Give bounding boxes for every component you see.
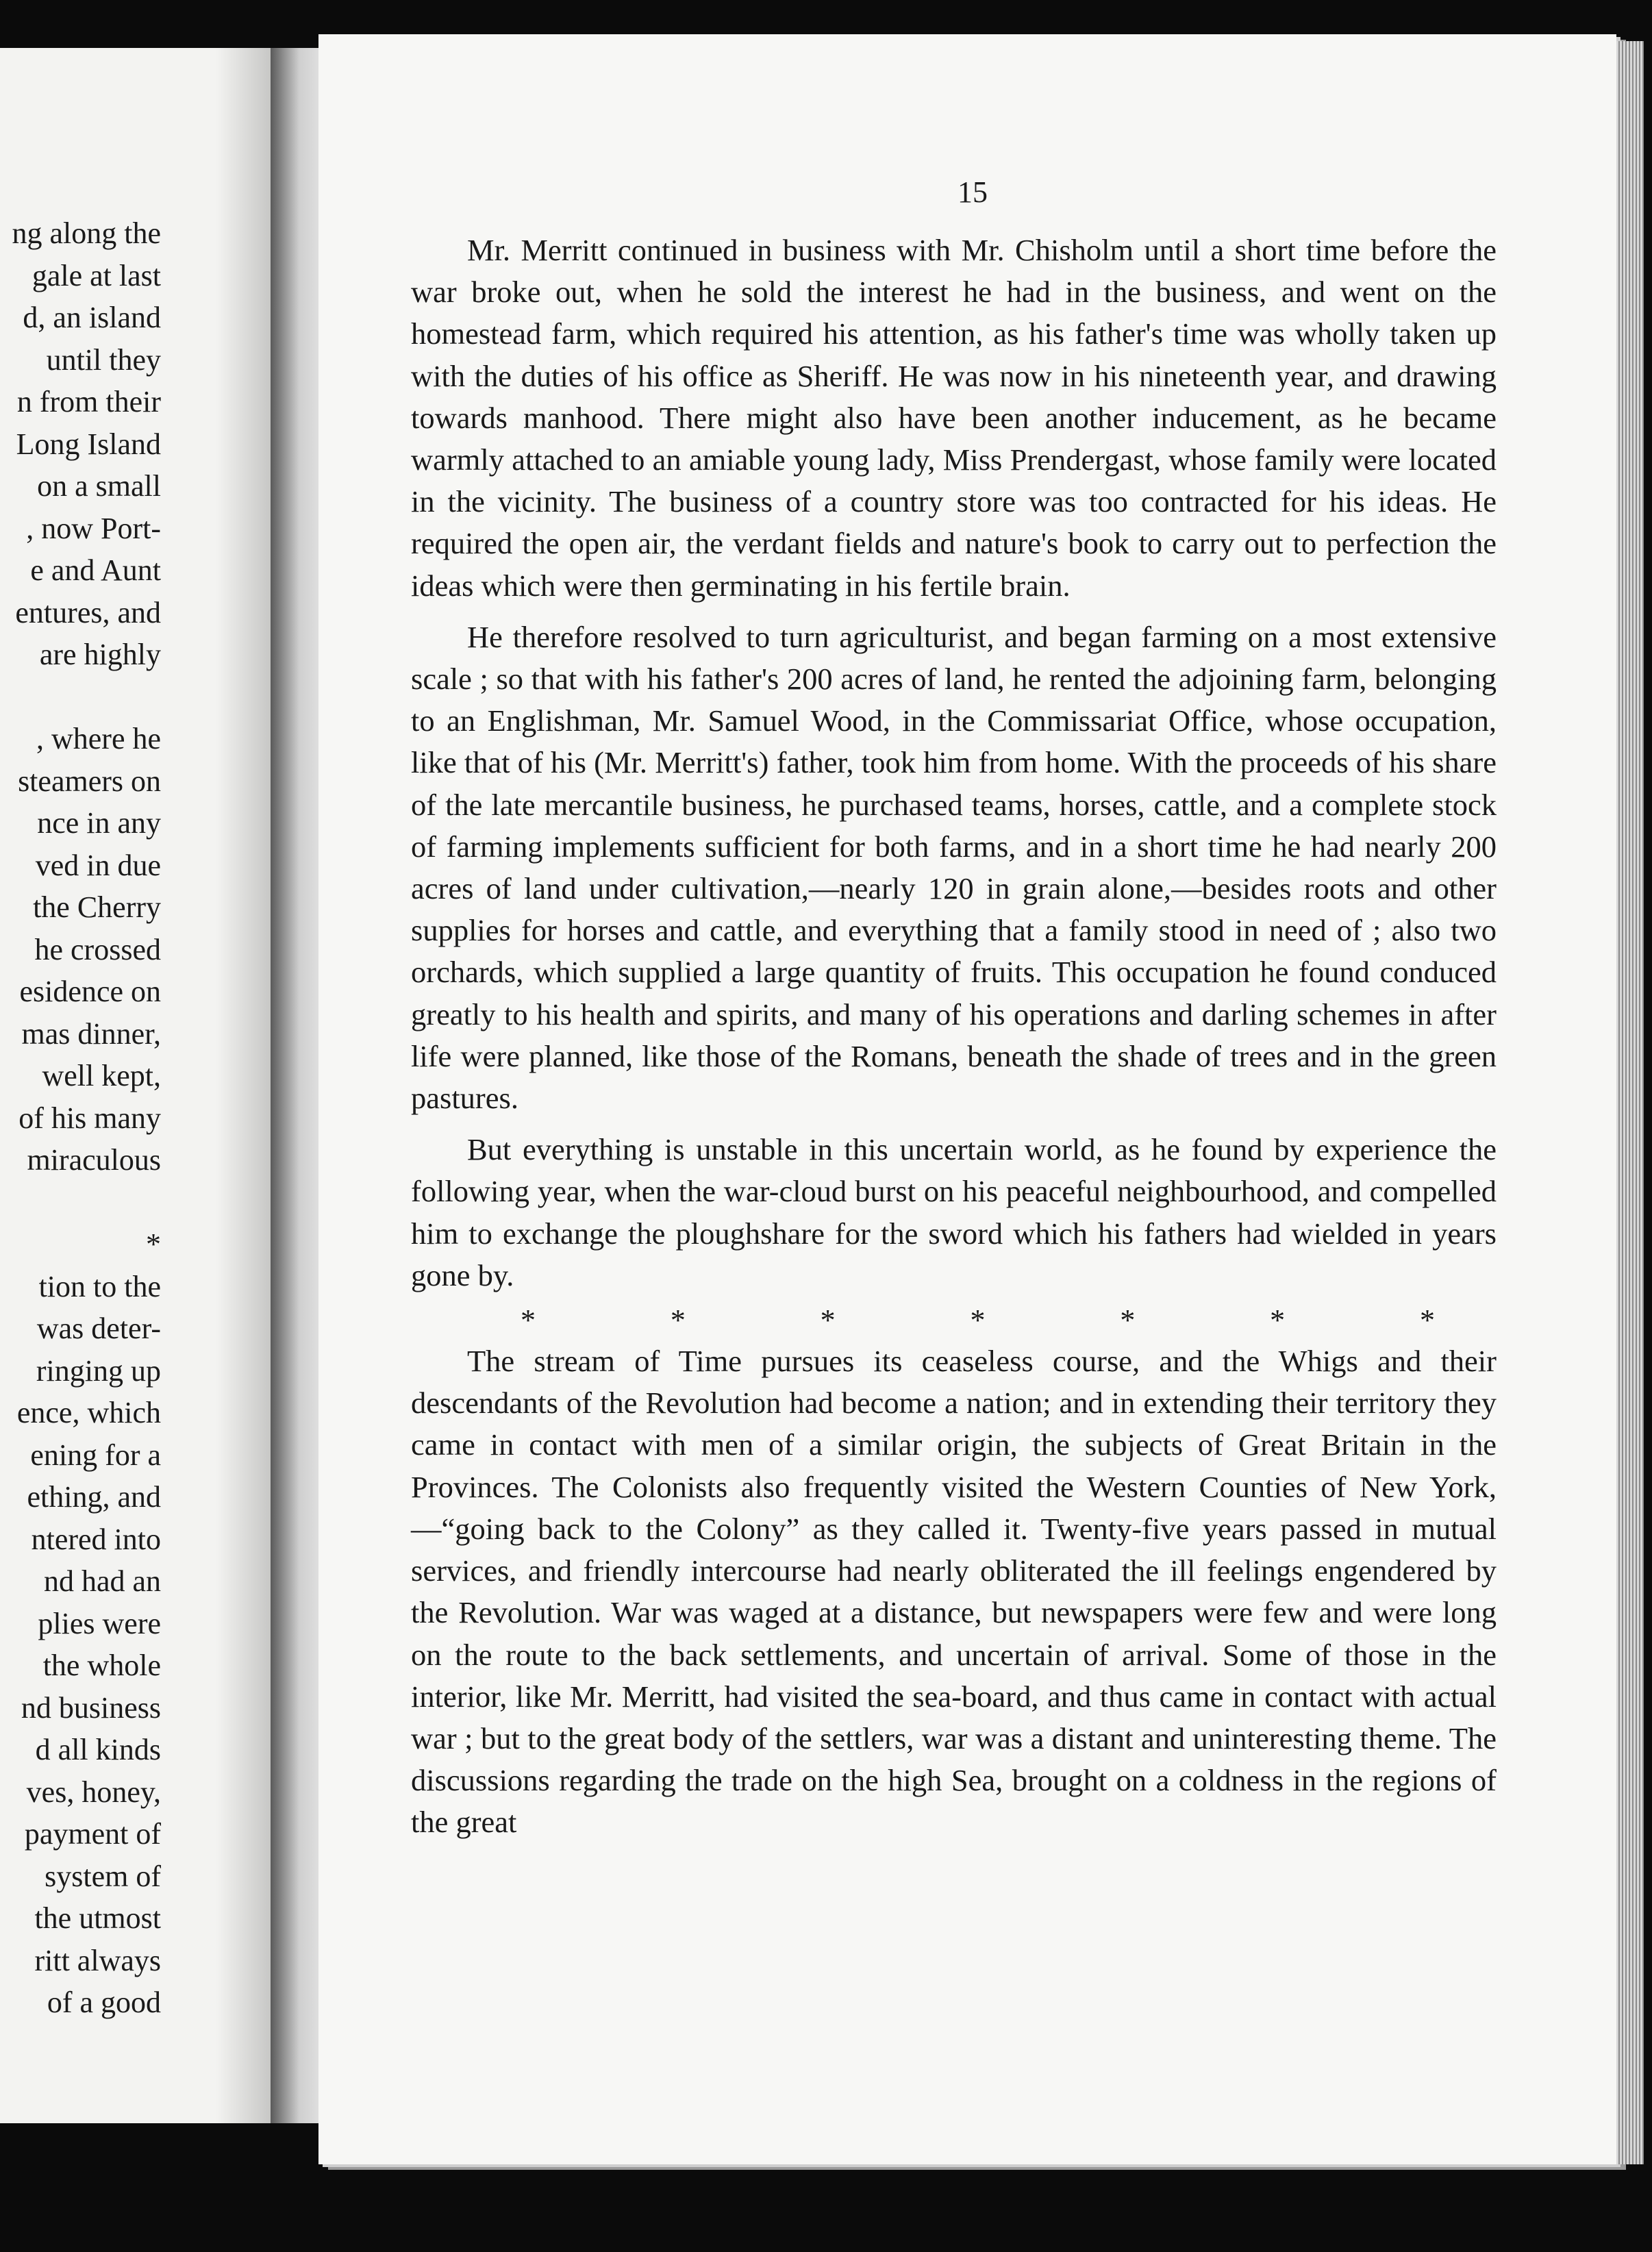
left-page-line-text: gale at last: [32, 258, 161, 292]
left-page-line-text: miraculous: [27, 1143, 161, 1177]
left-page-line-text: ng along the: [12, 216, 161, 250]
left-page-line-text: nce in any: [37, 806, 161, 840]
left-page-line-text: plies were: [38, 1606, 161, 1640]
left-page-line-text: ved in due: [35, 848, 161, 882]
asterisk: *: [1270, 1303, 1286, 1338]
paragraph-3: But everything is unstable in this uncertain world, as he found by experience the following year, when the war-cloud burst on his peaceful neighbourhood, and compelled him to exchange the ploughshare for the sword which his fathers had wielded in years gone by.: [411, 1132, 1497, 1292]
left-page: [0, 48, 271, 2123]
page-number: 15: [958, 175, 988, 209]
left-page-line-text: of a good: [47, 1986, 161, 2019]
left-page-line-text: , where he: [36, 722, 161, 755]
asterisk: *: [820, 1303, 836, 1338]
paragraph-4: The stream of Time pursues its ceaseless course, and the Whigs and their descendants of the Revolution had become a nation; and in extending their territory they came in contact with men of a similar origin, the subjects of Great Britain in the Provinces. The Colonists also frequently visited the Western Counties of New York,—“going back to the Colony” as they called it. Twenty-five years passed in mutual services, and friendly intercourse had nearly obliterated the ill feelings engendered by the Revolution. War was waged at a distance, but newspapers were few and were long on the route to the back settlements, and uncertain of arrival. Some of those in the interior, like Mr. Merritt, had visited the sea-board, and thus came in contact with actual war ; but to the great body of the settlers, war was a distant and uninteresting theme. The discussions regarding the trade on the high Sea, brought on a coldness in the regions of the great: [411, 1344, 1497, 1840]
asterisk: *: [521, 1303, 536, 1338]
paragraph-2: He therefore resolved to turn agriculturist, and began farming on a most extensive scale ; so that with his father's 200 acres of land, he rented the adjoining farm, belonging to an Englishman, Mr. Samuel Wood, in the Commissariat Office, whose occupation, like that of his (Mr. Merritt's) father, took him from home. With the proceeds of his share of the late mercantile business, he purchased teams, horses, cattle, and a complete stock of farming implements sufficient for both farms, and in a short time he had nearly 200 acres of land under cultivation,—nearly 120 in grain alone,—besides roots and other supplies for horses and cattle, and everything that a family stood in need of ; also two orchards, which supplied a large quantity of fruits. This occupation he found conduced greatly to his health and spirits, and many of his operations and darling schemes in after life were planned, like those of the Romans, beneath the shade of trees and in the green pastures.: [411, 619, 1497, 1116]
asterisk: *: [670, 1303, 686, 1338]
left-page-line-text: ves, honey,: [26, 1775, 161, 1809]
asterisk: *: [970, 1303, 986, 1338]
left-page-line-text: ething, and: [27, 1480, 161, 1514]
left-page-line-text: entures, and: [15, 595, 161, 629]
left-page-line-text: until they: [46, 342, 161, 377]
left-page-line-text: mas dinner,: [21, 1016, 161, 1051]
left-page-line-text: ritt always: [34, 1943, 161, 1977]
left-page-line-text: tion to the: [38, 1269, 161, 1303]
left-page-line-text: ening for a: [30, 1438, 161, 1472]
left-page-line-text: well kept,: [42, 1059, 161, 1092]
left-page-line-text: , now Port-: [26, 511, 161, 545]
left-page-line-text: the whole: [42, 1649, 161, 1682]
left-page-line-text: esidence on: [19, 975, 161, 1008]
left-page-line-text: d, an island: [23, 301, 161, 334]
paragraph-1: Mr. Merritt continued in business with Mr. Chisholm until a short time before the war broke out, when he sold the interest he had in the business, and went on the homestead farm, which required his attention, as his father's time was wholly taken up with the duties of his office as Sheriff. He was now in his nineteenth year, and drawing towards manhood. There might also have been another inducement, as he became warmly attached to an amiable young lady, Miss Prendergast, whose family were located in the vicinity. The business of a country store was too contracted for his ideas. He required the open air, the verdant fields and nature's book to carry out to perfection the ideas which were then germinating in his fertile brain.: [411, 233, 1497, 603]
left-page-line-text: the Cherry: [33, 890, 161, 924]
left-page-line-text: steamers on: [18, 764, 161, 798]
left-page-line-text: nd business: [21, 1690, 161, 1725]
left-page-line-text: e and Aunt: [30, 553, 161, 587]
section-break: [411, 1297, 1497, 1338]
left-page-line-text: the utmost: [34, 1901, 161, 1935]
page-edges: [1616, 41, 1644, 2164]
asterisk: *: [1120, 1303, 1136, 1338]
page-body: [411, 229, 1497, 1844]
left-page-line-text: he crossed: [34, 932, 161, 966]
left-page-line-text: n from their: [16, 385, 161, 418]
left-page-line-text: *: [146, 1227, 161, 1261]
left-page-line-text: are highly: [39, 638, 161, 671]
book-gutter: [271, 48, 318, 2123]
left-page-line-text: was deter-: [36, 1312, 161, 1345]
left-page-line-text: ence, which: [16, 1396, 161, 1429]
left-page-line-text: d all kinds: [35, 1733, 161, 1766]
left-page-line-text: nd had an: [43, 1564, 161, 1598]
left-page-line-text: of his many: [18, 1101, 161, 1135]
left-page-line-text: system of: [45, 1859, 161, 1893]
left-page-line-text: on a small: [37, 469, 161, 503]
left-page-line-text: ringing up: [36, 1353, 161, 1388]
left-page-line-text: payment of: [24, 1817, 161, 1851]
left-page-line-text: ntered into: [31, 1522, 161, 1556]
left-page-shadow: [216, 48, 271, 2123]
asterisk: *: [1419, 1303, 1435, 1338]
left-page-line-text: Long Island: [16, 427, 161, 461]
